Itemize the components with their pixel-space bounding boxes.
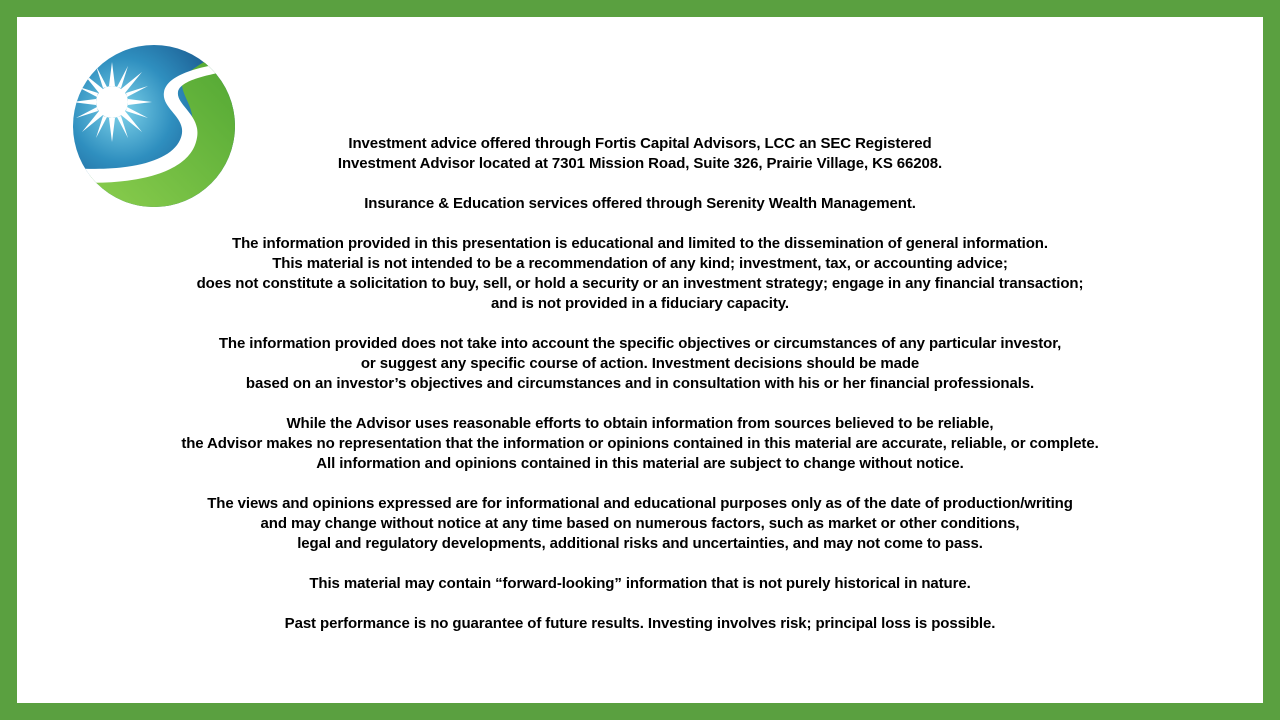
- forward-looking-paragraph: [17, 574, 1263, 594]
- disclaimer-line: The information provided in this presentation is educational and limited to the dissemination of general information.: [232, 235, 1048, 252]
- disclaimer-line: or suggest any specific course of action. Investment decisions should be made: [360, 355, 920, 372]
- slide: [17, 17, 1263, 703]
- disclaimer-line: legal and regulatory developments, additional risks and uncertainties, and may not come to pass.: [297, 535, 983, 552]
- disclaimer-text: [17, 134, 1263, 654]
- disclaimer-line: While the Advisor uses reasonable efforts to obtain information from sources believed to be reliable,: [286, 415, 994, 432]
- disclaimer-line: and may change without notice at any time based on numerous factors, such as market or other conditions,: [260, 515, 1020, 532]
- educational-purpose-paragraph: [17, 234, 1263, 314]
- views-opinions-paragraph: [17, 494, 1263, 554]
- reliability-paragraph: [17, 414, 1263, 474]
- disclaimer-line: the Advisor makes no representation that the information or opinions contained in this material are accurate, reliable, or complete.: [181, 435, 1099, 452]
- investor-objectives-paragraph: [17, 334, 1263, 394]
- disclaimer-line: Investment advice offered through Fortis Capital Advisors, LCC an SEC Registered: [348, 135, 932, 152]
- disclaimer-line: All information and opinions contained in this material are subject to change without notice.: [316, 455, 964, 472]
- disclaimer-line: Investment Advisor located at 7301 Mission Road, Suite 326, Prairie Village, KS 66208.: [337, 155, 943, 172]
- advisor-registration-paragraph: [17, 134, 1263, 174]
- disclaimer-line: based on an investor’s objectives and circumstances and in consultation with his or her financial professionals.: [245, 375, 1035, 392]
- disclaimer-line: This material may contain “forward-looking” information that is not purely historical in nature.: [309, 575, 971, 592]
- disclaimer-line: The information provided does not take into account the specific objectives or circumstances of any particular investor,: [218, 335, 1062, 352]
- disclaimer-line: This material is not intended to be a recommendation of any kind; investment, tax, or accounting advice;: [272, 255, 1008, 272]
- past-performance-paragraph: [17, 614, 1263, 634]
- insurance-services-paragraph: [17, 194, 1263, 214]
- disclaimer-line: does not constitute a solicitation to buy, sell, or hold a security or an investment strategy; engage in any financial transaction;: [196, 275, 1084, 292]
- disclaimer-line: Past performance is no guarantee of future results. Investing involves risk; principal loss is possible.: [284, 615, 996, 632]
- disclaimer-line: Insurance & Education services offered through Serenity Wealth Management.: [364, 195, 916, 212]
- disclaimer-line: and is not provided in a fiduciary capacity.: [491, 295, 789, 312]
- disclaimer-line: The views and opinions expressed are for informational and educational purposes only as of the date of production/writing: [207, 495, 1073, 512]
